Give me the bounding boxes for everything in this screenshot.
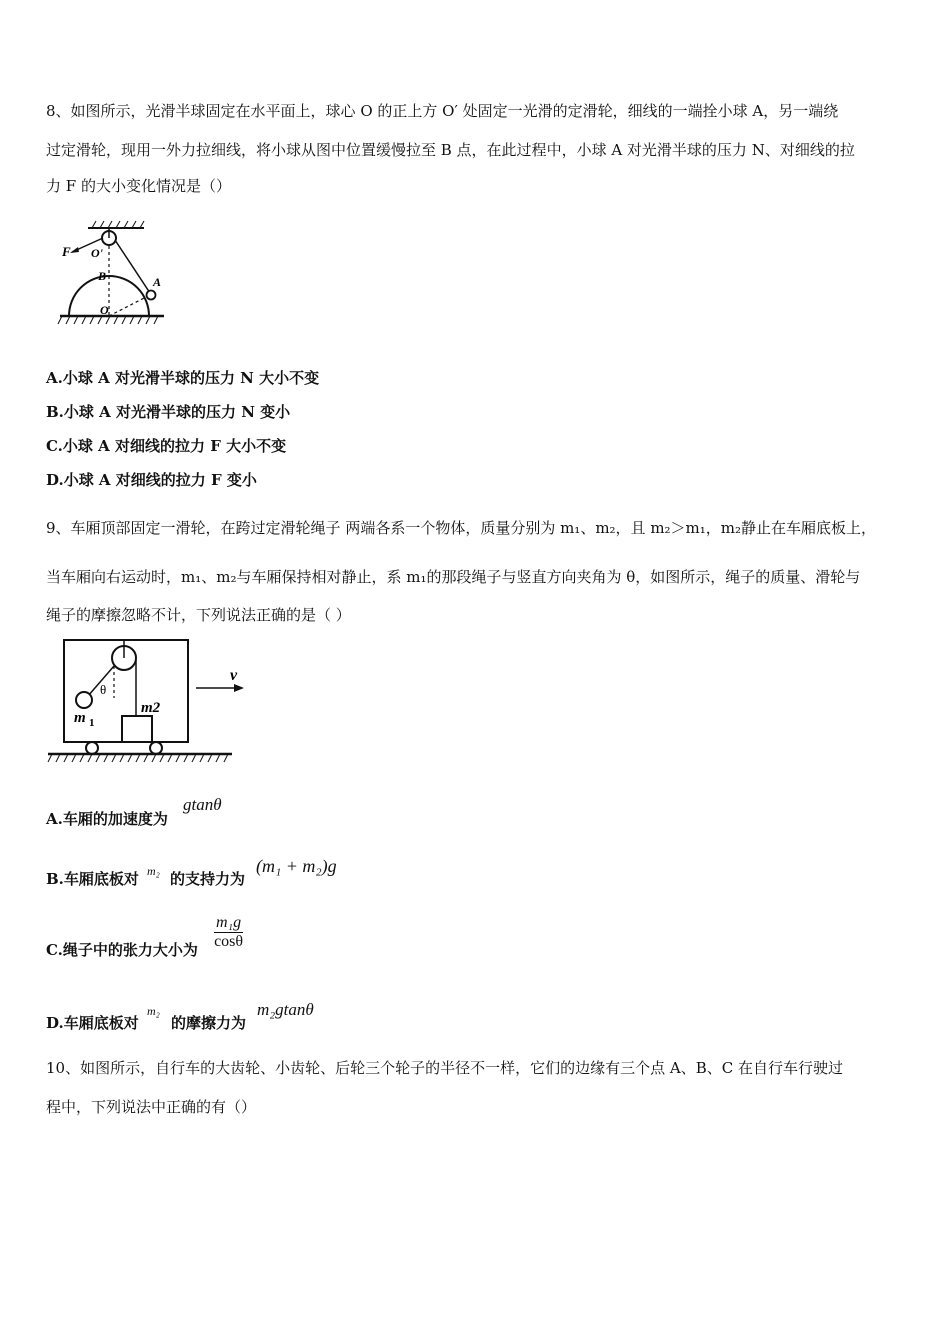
q9-option-b-prefix: B.车厢底板对 [46,870,139,888]
label-F: F [62,244,71,259]
q8-hemisphere-figure [56,218,176,334]
q9-option-a: A.车厢的加速度为 [46,810,168,828]
q9-option-b-m2: m₂ [147,864,160,878]
q9-option-c-numerator: m₁g [216,914,242,931]
q8-option-b: B.小球 A 对光滑半球的压力 N 变小 [46,403,291,421]
q8-line-2: 过定滑轮，现用一外力拉细线，将小球从图中位置缓慢拉至 B 点，在此过程中，小球 A 对光滑半球的压力 N、对细线的拉 [46,141,855,159]
q9-line-2: 当车厢向右运动时，m₁、m₂与车厢保持相对静止，系 m₁的那段绳子与竖直方向夹角为 θ，如图所示，绳子的质量、滑轮与 [46,568,861,586]
q8-option-d: D.小球 A 对细线的拉力 F 变小 [46,471,257,489]
q9-option-c: C.绳子中的张力大小为 [46,941,198,959]
q9-option-a-formula: gtanθ [183,795,222,814]
label-A: A [153,275,162,289]
q9-option-b-suffix: 的支持力为 [170,870,246,888]
q9-option-c-fraction [214,914,243,951]
q8-option-c: C.小球 A 对细线的拉力 F 大小不变 [46,437,287,455]
q8-line-3: 力 F 的大小变化情况是（） [46,177,231,195]
label-O: O [100,303,109,317]
q9-carriage-figure [46,636,246,768]
q9-option-d-prefix: D.车厢底板对 [46,1014,139,1032]
q9-option-d-suffix: 的摩擦力为 [171,1014,247,1032]
q9-line-3: 绳子的摩擦忽略不计，下列说法正确的是（ ） [46,606,351,624]
q9-option-b-formula: (m₁ + m₂)g [256,856,337,876]
q8-line-1: 8、如图所示，光滑半球固定在水平面上，球心 O 的正上方 O′ 处固定一光滑的定滑轮，细线的一端拴小球 A，另一端绕 [46,102,839,120]
label-v: v [230,667,238,684]
label-m1-sub: 1 [89,717,95,729]
label-B: B [98,269,107,283]
q9-option-c-denominator: cosθ [214,933,244,950]
label-O-prime: O' [91,246,103,260]
q10-line-1: 10、如图所示，自行车的大齿轮、小齿轮、后轮三个轮子的半径不一样，它们的边缘有三个点 A、B、C 在自行车行驶过 [46,1059,843,1077]
label-theta: θ [100,682,107,697]
q10-line-2: 程中，下列说法中正确的有（） [46,1098,257,1116]
q9-line-1: 9、车厢顶部固定一滑轮，在跨过定滑轮绳子 两端各系一个物体，质量分别为 m₁、m₂，且 m₂＞m₁，m₂静止在车厢底板上， [46,519,877,537]
q9-option-d-formula: m₂gtanθ [257,1000,314,1019]
label-m2: m2 [141,700,161,716]
label-m1: m [74,710,86,726]
q8-option-a: A.小球 A 对光滑半球的压力 N 大小不变 [46,369,320,387]
q9-option-d-m2: m₂ [147,1004,160,1018]
